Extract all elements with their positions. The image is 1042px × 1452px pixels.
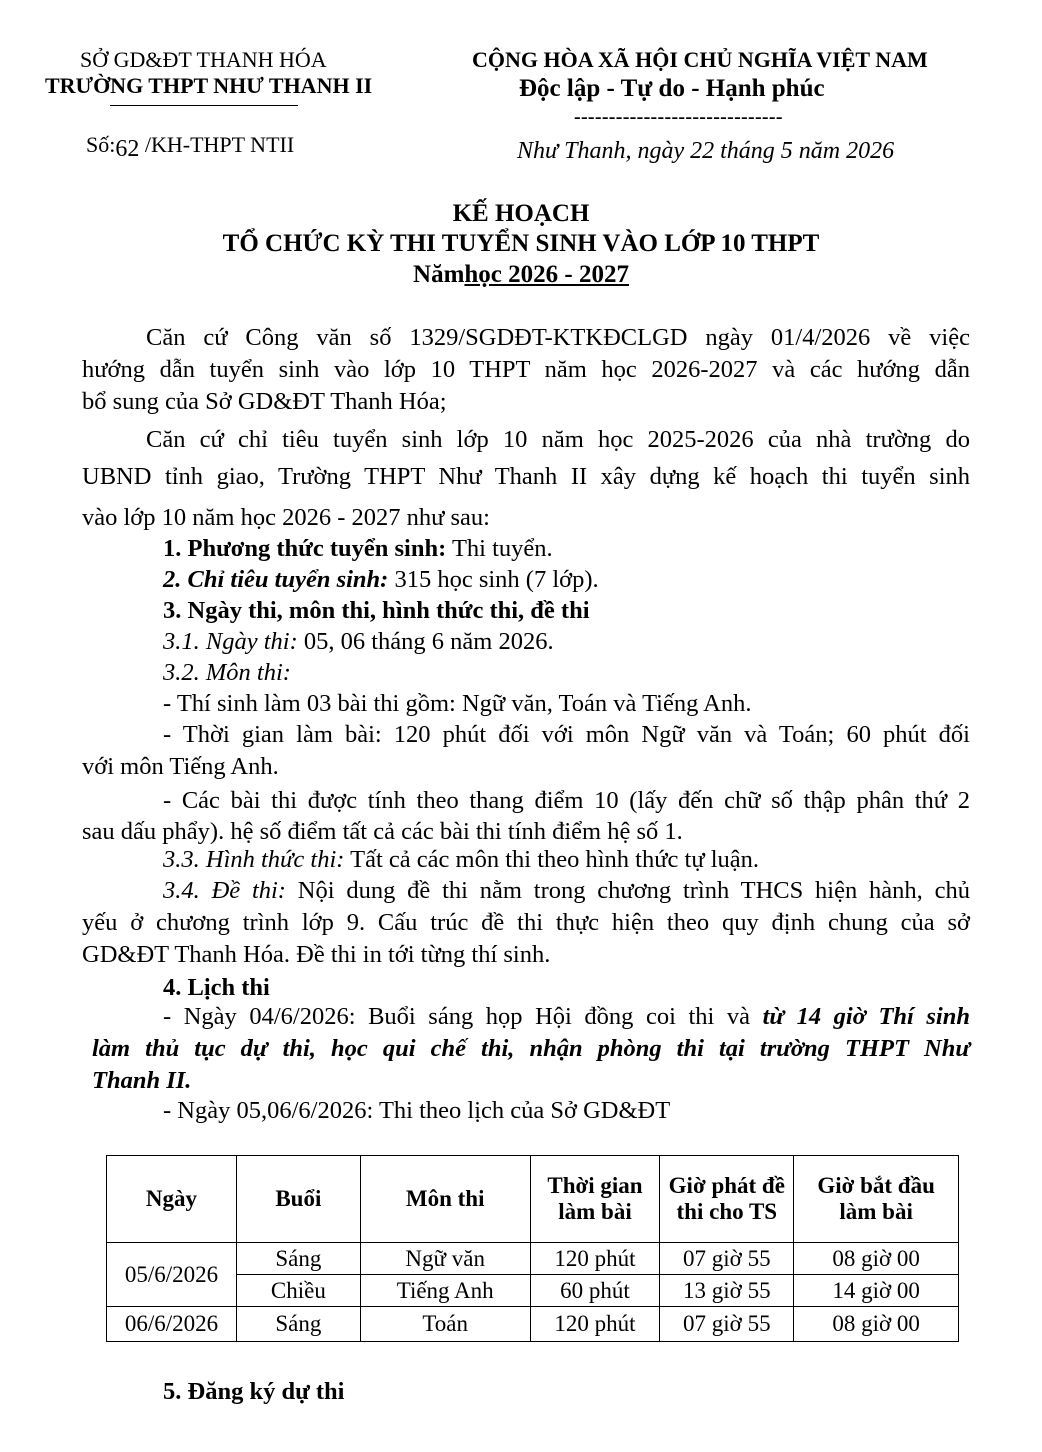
section-1-label: 1. Phương thức tuyển sinh: (163, 535, 447, 562)
number-suffix: /KH-THPT NTII (144, 132, 295, 157)
cell-subject: Toán (360, 1307, 530, 1342)
cell-subject: Ngữ văn (360, 1243, 530, 1275)
header-session: Buổi (236, 1156, 360, 1243)
national-motto: Độc lập - Tự do - Hạnh phúc (519, 75, 825, 102)
section-3-4-line-1 (163, 873, 970, 909)
header-issue-time: Giờ phát đề thi cho TS (660, 1156, 794, 1243)
cell-start-time: 14 giờ 00 (794, 1275, 959, 1307)
section-4-heading: 4. Lịch thi (163, 974, 270, 1001)
header-date: Ngày (107, 1156, 237, 1243)
section-3-1-label: 3.1. Ngày thi: (163, 628, 298, 655)
section-3-4-line-2: yếu ở chương trình lớp 9. Cấu trúc đề thi thực hiện theo quy định chung của sở (82, 909, 970, 936)
cell-session: Sáng (236, 1243, 360, 1275)
section-3-3-value: Tất cả các môn thi theo hình thức tự luận. (344, 846, 760, 873)
document-number (86, 132, 295, 162)
number-value: 62 (115, 136, 140, 162)
section-3-4-value: Nội dung đề thi nằm trong chương trình THCS hiện hành, chủ (285, 877, 970, 904)
title-year (0, 261, 1042, 289)
section-1-value: Thi tuyển. (446, 535, 553, 562)
exam-schedule-table (106, 1155, 959, 1342)
cell-start-time: 08 giờ 00 (794, 1307, 959, 1342)
nation-name: CỘNG HÒA XÃ HỘI CHỦ NGHĨA VIỆT NAM (472, 47, 928, 72)
section-4-bullet-2: - Ngày 05,06/6/2026: Thi theo lịch của Sở GD&ĐT (163, 1097, 671, 1124)
header-start-time: Giờ bắt đầu làm bài (794, 1156, 959, 1243)
number-prefix: Số: (86, 132, 116, 157)
title-year-prefix: Năm (413, 261, 465, 288)
section-3-4-line-3: GD&ĐT Thanh Hóa. Đề thi in tới từng thí sinh. (82, 941, 551, 968)
p1-line-3: bổ sung của Sở GD&ĐT Thanh Hóa; (82, 388, 447, 415)
p2-line-2: UBND tỉnh giao, Trường THPT Như Thanh II xây dựng kế hoạch thi tuyển sinh (82, 463, 970, 490)
cell-duration: 120 phút (530, 1307, 660, 1342)
section-3-2-bullet-1: - Thí sinh làm 03 bài thi gồm: Ngữ văn, Toán và Tiếng Anh. (163, 690, 752, 717)
table-header-row (107, 1156, 959, 1243)
cell-session: Sáng (236, 1307, 360, 1342)
cell-issue-time: 13 giờ 55 (660, 1275, 794, 1307)
section-4-bullet-1-text: - Ngày 04/6/2026: Buổi sáng họp Hội đồng coi thi và (163, 1003, 763, 1030)
place-date: Như Thanh, ngày 22 tháng 5 năm 2026 (517, 138, 895, 164)
section-2 (163, 566, 599, 594)
section-3-2-label: 3.2. Môn thi: (163, 659, 291, 686)
header-left-underline (110, 105, 298, 106)
section-3-heading: 3. Ngày thi, môn thi, hình thức thi, đề thi (163, 597, 590, 624)
title-line-1: KẾ HOẠCH (452, 200, 590, 227)
section-3-1 (163, 628, 554, 656)
section-3-3 (163, 846, 759, 874)
p2-line-3: vào lớp 10 năm học 2026 - 2027 như sau: (82, 504, 490, 531)
cell-session: Chiều (236, 1275, 360, 1307)
school-name: TRƯỜNG THPT NHƯ THANH II (45, 73, 373, 98)
header-subject: Môn thi (360, 1156, 530, 1243)
cell-issue-time: 07 giờ 55 (660, 1243, 794, 1275)
cell-issue-time: 07 giờ 55 (660, 1307, 794, 1342)
section-4-bullet-1-line-2: làm thủ tục dự thi, học qui chế thi, nhận phòng thi tại trường THPT Như (92, 1035, 970, 1062)
section-1 (163, 535, 553, 563)
cell-subject: Tiếng Anh (360, 1275, 530, 1307)
section-4-bullet-1-emphasis: từ 14 giờ Thí sinh (762, 1003, 970, 1030)
section-3-4-label: 3.4. Đề thi: (163, 877, 286, 904)
p1-line-2: hướng dẫn tuyển sinh vào lớp 10 THPT năm học 2026-2027 và các hướng dẫn (82, 356, 970, 383)
section-3-2-bullet-2-line-1: - Thời gian làm bài: 120 phút đối với môn Ngữ văn và Toán; 60 phút đối (163, 721, 970, 748)
section-3-3-label: 3.3. Hình thức thi: (163, 846, 345, 873)
header-duration: Thời gian làm bài (530, 1156, 660, 1243)
p2-line-1: Căn cứ chỉ tiêu tuyển sinh lớp 10 năm học 2025-2026 của nhà trường do (146, 426, 970, 453)
table-row (107, 1307, 959, 1342)
title-line-2: TỔ CHỨC KỲ THI TUYỂN SINH VÀO LỚP 10 THPT (222, 230, 820, 257)
section-2-value: 315 học sinh (7 lớp). (388, 566, 599, 593)
section-3-2-bullet-3-line-1: - Các bài thi được tính theo thang điểm 10 (lấy đến chữ số thập phân thứ 2 (163, 787, 970, 814)
section-4-bullet-1-line-3: Thanh II. (92, 1067, 192, 1094)
section-3-1-value: 05, 06 tháng 6 năm 2026. (297, 628, 554, 655)
motto-rule: ------------------------------ (574, 106, 783, 128)
cell-duration: 60 phút (530, 1275, 660, 1307)
cell-start-time: 08 giờ 00 (794, 1243, 959, 1275)
title-year-value: học 2026 - 2027 (464, 261, 629, 288)
section-2-label: 2. Chỉ tiêu tuyển sinh: (163, 566, 389, 593)
department-name: SỞ GD&ĐT THANH HÓA (80, 47, 327, 72)
section-3-2-bullet-3-line-2: sau dấu phẩy). hệ số điểm tất cả các bài thi tính điểm hệ số 1. (82, 818, 683, 845)
table-row (107, 1243, 959, 1275)
p1-line-1: Căn cứ Công văn số 1329/SGDĐT-KTKĐCLGD ngày 01/4/2026 về việc (146, 324, 970, 351)
section-4-bullet-1-line-1 (163, 999, 970, 1035)
cell-date: 06/6/2026 (107, 1307, 237, 1342)
section-5-heading: 5. Đăng ký dự thi (163, 1378, 345, 1405)
cell-date: 05/6/2026 (107, 1243, 237, 1307)
cell-duration: 120 phút (530, 1243, 660, 1275)
section-3-2-bullet-2-line-2: với môn Tiếng Anh. (82, 753, 279, 780)
